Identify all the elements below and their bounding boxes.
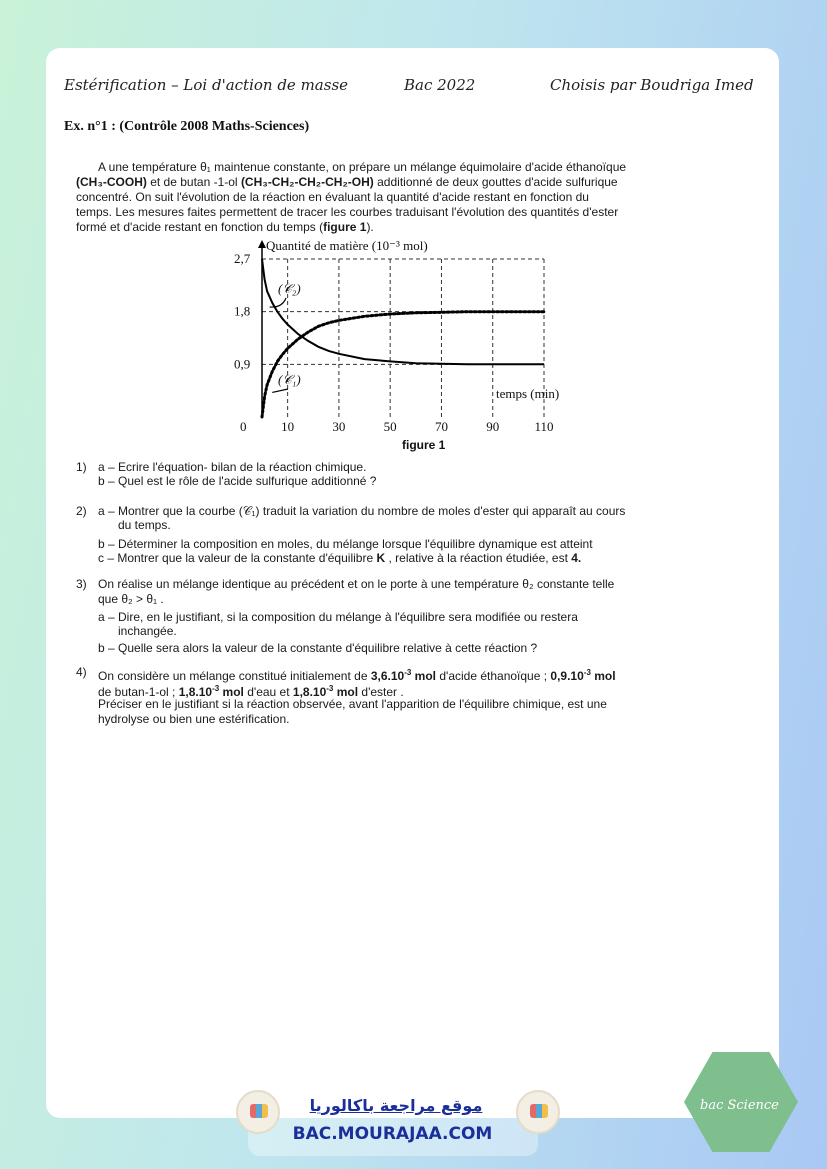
intro-formula-acid: (CH₃-COOH) [76,175,147,189]
intro-line-1: A une température θ₁ maintenue constante, on prépare un mélange équimolaire d'acide éthanoïque [98,160,627,174]
chart-labels [234,238,559,434]
question-text: c – Montrer que la valeur de la constante d'équilibre [98,551,377,565]
question-4-line-4: hydrolyse ou bien une estérification. [98,712,290,726]
quantity-value: 1,8.10 [292,685,327,699]
exercise-title: Ex. n°1 : (Contrôle 2008 Maths-Sciences) [64,119,310,134]
question-text: On considère un mélange constitué initialement de [98,669,371,683]
question-2-number: 2) [76,504,87,518]
quantity-exponent: -3 [404,668,412,677]
quantity-exponent: -3 [326,684,334,693]
figure-caption: figure 1 [402,438,446,452]
question-3a-line-1: a – Dire, en le justifiant, si la composition du mélange à l'équilibre sera modifiée ou restera [98,610,578,624]
origin-label: 0 [240,419,247,434]
series-label-c1: (𝒞₁) [278,372,301,387]
question-text: , relative à la réaction étudiée, est [385,551,572,565]
series-pointer-c1-icon [272,389,288,392]
quantity-value: 0,9.10 [550,669,584,683]
question-3-number: 3) [76,577,87,591]
quantity-exponent: -3 [583,668,591,677]
y-axis-arrow-icon [258,240,266,248]
question-1b: b – Quel est le rôle de l'acide sulfurique additionné ? [98,474,377,488]
y-axis-label: Quantité de matière (10⁻³ mol) [266,238,428,253]
x-tick-label: 30 [332,419,346,434]
footer-arabic-link[interactable]: موقع مراجعة باكالوريا [309,1096,483,1115]
x-tick-label: 110 [534,419,554,434]
site-logo-icon [516,1090,560,1134]
intro-line-4: temps. Les mesures faites permettent de tracer les courbes traduisant l'évolution des quantités d'ester [76,205,619,219]
figure-1-chart [226,236,566,436]
site-logo-icon [236,1090,280,1134]
question-1a: a – Ecrire l'équation- bilan de la réaction chimique. [98,460,367,474]
footer-url-link[interactable]: BAC.MOURAJAA.COM [292,1124,493,1144]
x-tick-label: 10 [281,419,295,434]
quantity-value: 3,6.10 [370,669,405,683]
intro-figure-ref: figure 1 [323,220,367,234]
series-label-c2: (𝒞₂) [278,281,301,296]
x-tick-label: 90 [486,419,500,434]
quantity-unit: mol [590,669,616,683]
question-2a-line-1: a – Montrer que la courbe (𝒞₁) traduit la variation du nombre de moles d'ester qui apparaît au cours [98,504,626,518]
y-tick-label: 1,8 [234,303,251,319]
question-text: d'eau et [243,685,293,699]
question-3a-line-2: inchangée. [118,624,177,638]
question-2b: b – Déterminer la composition en moles, du mélange lorsque l'équilibre dynamique est atteint [98,537,593,551]
question-text: d'acide éthanoïque ; [436,669,551,683]
x-tick-label: 70 [434,419,448,434]
question-3-line-1: On réalise un mélange identique au précédent et on le porte à une température θ₂ constante telle [98,577,615,591]
question-2c [98,551,581,566]
quantity-unit: mol [219,685,244,699]
quantity-unit: mol [333,685,359,699]
x-tick-label: 50 [383,419,397,434]
intro-text: formé et d'acide restant en fonction du temps ( [76,220,324,234]
page-header [64,76,754,100]
intro-line-2 [76,175,618,190]
intro-text: ). [366,220,374,234]
constant-symbol: K [376,551,386,565]
intro-formula-alcohol: (CH₃-CH₂-CH₂-CH₂-OH) [240,175,374,189]
x-axis-label: temps (min) [496,386,560,401]
y-tick-label: 2,7 [234,251,251,266]
intro-text: et de butan -1-ol [146,175,241,189]
quantity-value: 1,8.10 [178,685,213,699]
header-author: Choisis par Boudriga Imed [550,76,754,94]
question-4-line-3: Préciser en le justifiant si la réaction observée, avant l'apparition de l'équilibre chimique, est une [98,697,607,711]
intro-text: additionné de deux gouttes d'acide sulfurique [373,175,618,189]
question-3b: b – Quelle sera alors la valeur de la constante d'équilibre relative à cette réaction ? [98,641,538,655]
quantity-unit: mol [411,669,437,683]
y-tick-label: 0,9 [234,356,251,372]
header-topic: Estérification – Loi d'action de masse [64,76,349,94]
question-text: d'ester . [358,685,404,699]
intro-line-3: concentré. On suit l'évolution de la réaction en évaluant la quantité d'acide restant en fonction du [76,190,589,204]
constant-value: 4. [571,551,582,565]
question-1-number: 1) [76,460,87,474]
question-text: de butan-1-ol ; [98,685,179,699]
bac-science-badge-label: bac Science [700,1098,779,1113]
question-3-line-2: que θ₂ > θ₁ . [98,592,164,606]
header-year: Bac 2022 [404,76,476,94]
quantity-exponent: -3 [212,684,220,693]
intro-line-5 [76,220,374,235]
question-4-number: 4) [76,665,87,679]
question-2a-line-2: du temps. [118,518,171,532]
